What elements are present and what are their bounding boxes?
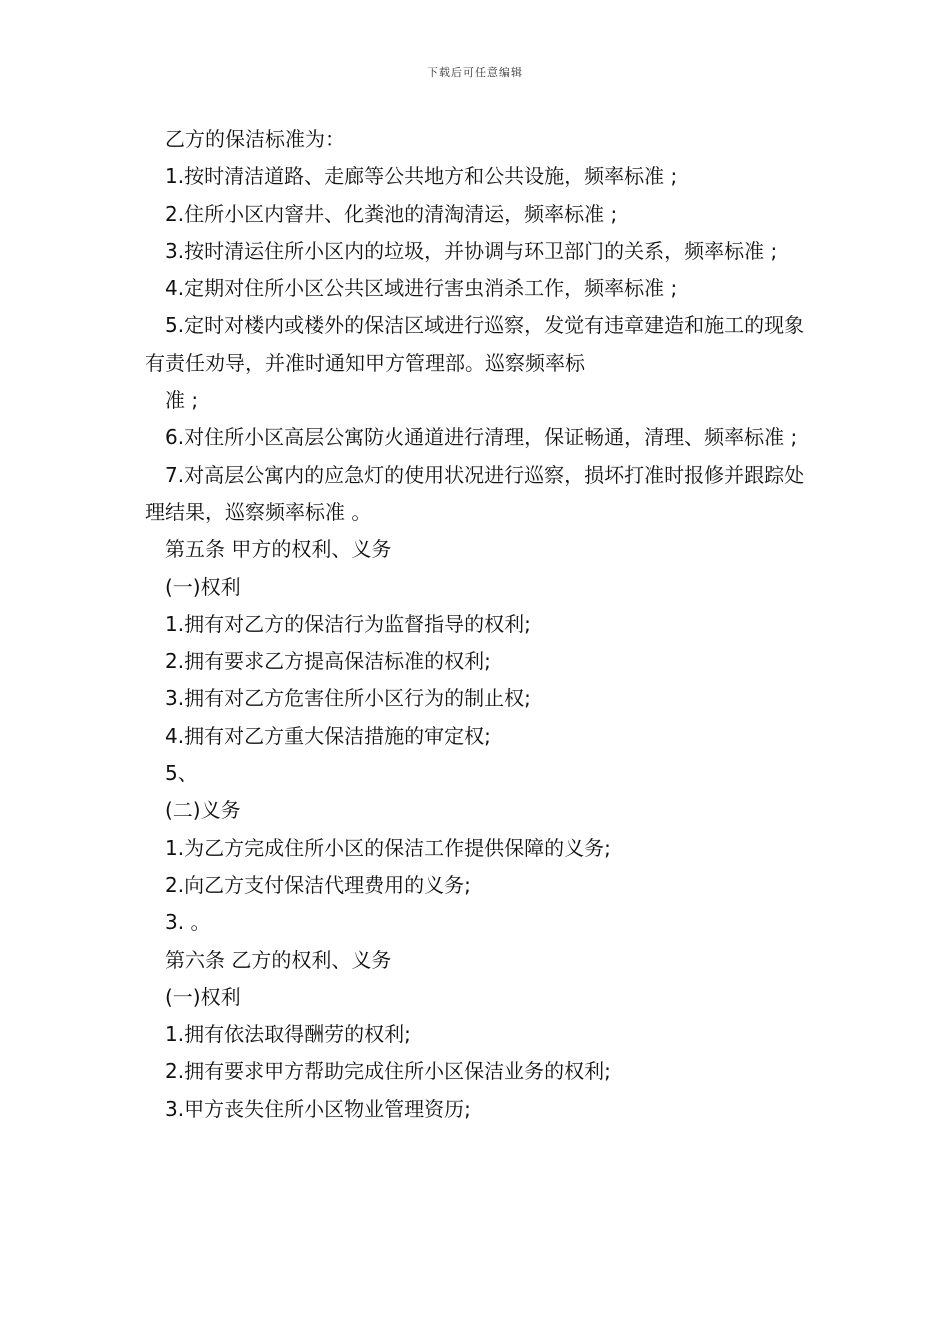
article-5-right-4: 4.拥有对乙方重大保洁措施的审定权; <box>165 723 491 748</box>
article-5-duties-heading: (二)义务 <box>165 798 241 823</box>
article-6-right-2: 2.拥有要求甲方帮助完成住所小区保洁业务的权利; <box>165 1059 611 1084</box>
article-5-duty-1: 1.为乙方完成住所小区的保洁工作提供保障的义务; <box>165 835 611 860</box>
article-5-right-5: 5、 <box>165 761 198 786</box>
article-5-right-2: 2.拥有要求乙方提高保洁标准的权利; <box>165 649 491 674</box>
article-5-heading: 第五条 甲方的权利、义务 <box>165 537 392 562</box>
paragraph-standard-3: 3.按时清运住所小区内的垃圾，并协调与环卫部门的关系，频率标准 ; <box>165 238 778 263</box>
article-6-right-1: 1.拥有依法取得酬劳的权利; <box>165 1022 411 1047</box>
paragraph-standard-7: 7.对高层公寓内的应急灯的使用状况进行巡察，损坏打准时报修并跟踪处理结果，巡察频率标准 。 <box>145 462 805 524</box>
article-6-right-3: 3.甲方丧失住所小区物业管理资历; <box>165 1096 471 1121</box>
paragraph-standard-5: 5.定时对楼内或楼外的保洁区域进行巡察，发觉有违章建造和施工的现象有责任劝导，并准时通知甲方管理部。巡察频率标 <box>145 313 805 375</box>
page-header: 下载后可任意编辑 <box>427 66 523 79</box>
paragraph-standard-5-continuation: 准 ; <box>165 388 199 413</box>
article-5-right-3: 3.拥有对乙方危害住所小区行为的制止权; <box>165 686 531 711</box>
paragraph-standard-4: 4.定期对住所小区公共区域进行害虫消杀工作，频率标准 ; <box>165 276 678 301</box>
article-5-duty-2: 2.向乙方支付保洁代理费用的义务; <box>165 872 471 897</box>
article-5-right-1: 1.拥有对乙方的保洁行为监督指导的权利; <box>165 611 531 636</box>
article-6-heading: 第六条 乙方的权利、义务 <box>165 947 392 972</box>
article-5-duty-3: 3. 。 <box>165 910 211 935</box>
paragraph-cleaning-standard-intro: 乙方的保洁标准为： <box>165 127 345 151</box>
document-body <box>145 121 815 1128</box>
paragraph-standard-6: 6.对住所小区高层公寓防火通道进行清理，保证畅通，清理、频率标准 ; <box>165 425 798 450</box>
paragraph-standard-1: 1.按时清洁道路、走廊等公共地方和公共设施，频率标准 ; <box>165 164 678 189</box>
paragraph-standard-2: 2.住所小区内窨井、化粪池的清淘清运，频率标准 ; <box>165 201 618 226</box>
article-5-rights-heading: (一)权利 <box>165 574 241 599</box>
article-6-rights-heading: (一)权利 <box>165 984 241 1009</box>
